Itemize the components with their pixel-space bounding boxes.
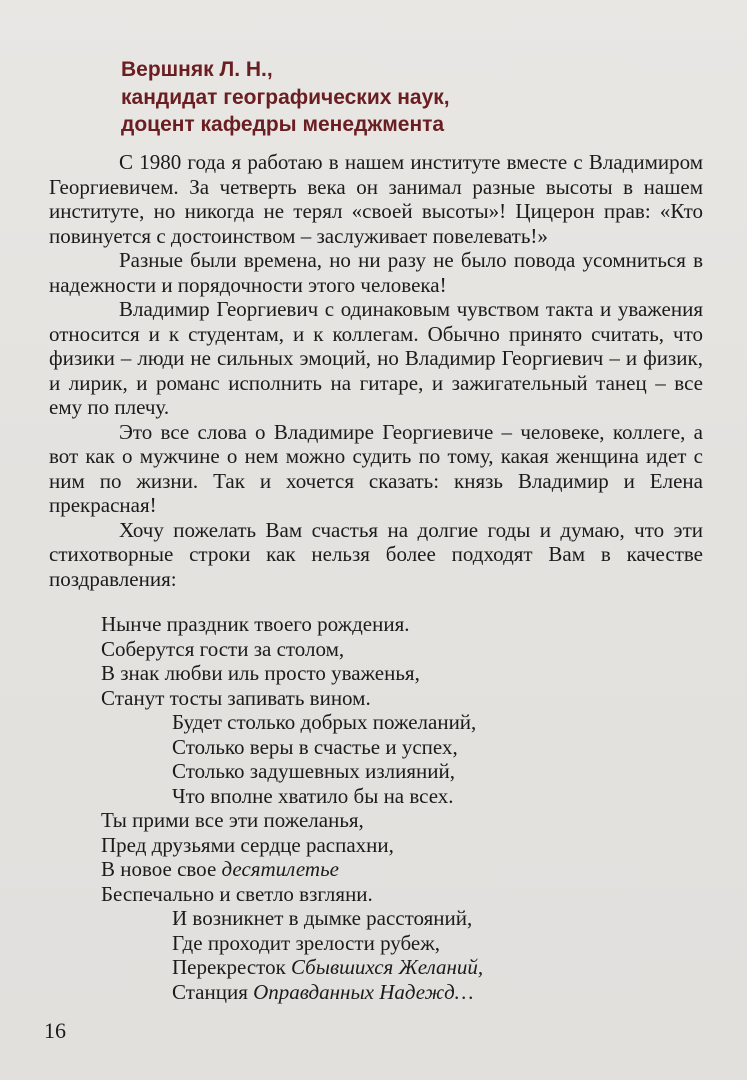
poem-emphasis: Сбывшихся Желаний,	[291, 955, 484, 979]
poem-line	[172, 980, 483, 1005]
poem-line: Пред друзьями сердце распахни,	[101, 832, 394, 857]
poem-stanza-4	[172, 906, 483, 1004]
article-body	[49, 150, 703, 591]
page-number: 16	[44, 1018, 66, 1043]
poem-line: Где проходит зрелости рубеж,	[172, 930, 441, 955]
paragraph-3: Владимир Георгиевич с одинаковым чувством такта и уважения относится и к студентам, и к коллегам. Обычно принято считать, что физики – люди не сильных эмоций, но Владимир Георгиевич – и физик, и лирик, и романс исполнить на гитаре, и зажигательный танец – все ему по плечу.	[49, 297, 703, 419]
poem-stanza-2	[172, 710, 476, 808]
author-position: доцент кафедры менеджмента	[121, 113, 445, 136]
paragraph-4: Это все слова о Владимире Георгиевиче – человеке, коллеге, а вот как о мужчине о нем можно судить по тому, какая женщина идет с ним по жизни. Так и хочется сказать: князь Владимир и Елена прекрасная!	[49, 419, 703, 517]
poem-line: Что вполне хватило бы на всех.	[172, 783, 454, 808]
poem-line: Столько веры в счастье и успех,	[172, 734, 458, 759]
poem-line: Будет столько добрых пожеланий,	[172, 710, 477, 734]
poem-line: В знак любви иль просто уваженья,	[101, 661, 420, 685]
poem-stanza-3	[101, 808, 394, 906]
author-header	[121, 56, 641, 139]
poem-line-text: В новое свое	[101, 857, 222, 881]
poem-line-text: Станция	[172, 979, 254, 1004]
paragraph-1: С 1980 года я работаю в нашем институте вместе с Владимиром Георгиевичем. За четверть века он занимал разные высоты в нашем институте, но никогда не терял «своей высоты»! Цицерон прав: «Кто повинуется с достоинством – заслуживает повелевать!»	[49, 150, 703, 248]
poem-line: И возникнет в дымке расстояний,	[172, 906, 473, 930]
poem-line: Столько задушевных излияний,	[172, 759, 455, 783]
poem-emphasis: Оправданных Надежд…	[253, 979, 474, 1004]
poem-line: Беспечально и светло взгляни.	[101, 881, 373, 906]
author-name: Вершняк Л. Н.,	[121, 58, 273, 81]
poem-line	[101, 857, 394, 882]
poem-line-text: Перекресток	[172, 955, 292, 979]
poem-emphasis: десятилетье	[221, 857, 339, 881]
author-degree: кандидат географических наук,	[121, 85, 450, 109]
paragraph-2: Разные были времена, но ни разу не было повода усомниться в надежности и порядочности этого человека!	[49, 248, 703, 297]
poem-line: Нынче праздник твоего рождения.	[101, 612, 410, 636]
poem-line: Станут тосты запивать вином.	[101, 685, 371, 710]
poem-line: Ты прими все эти пожеланья,	[101, 808, 364, 832]
paragraph-5: Хочу пожелать Вам счастья на долгие годы и думаю, что эти стихотворные строки как нельзя более подходят Вам в качестве поздравления:	[49, 517, 703, 591]
poem-line	[172, 955, 483, 980]
poem-stanza-1	[101, 612, 420, 710]
poem-line: Соберутся гости за столом,	[101, 636, 345, 661]
